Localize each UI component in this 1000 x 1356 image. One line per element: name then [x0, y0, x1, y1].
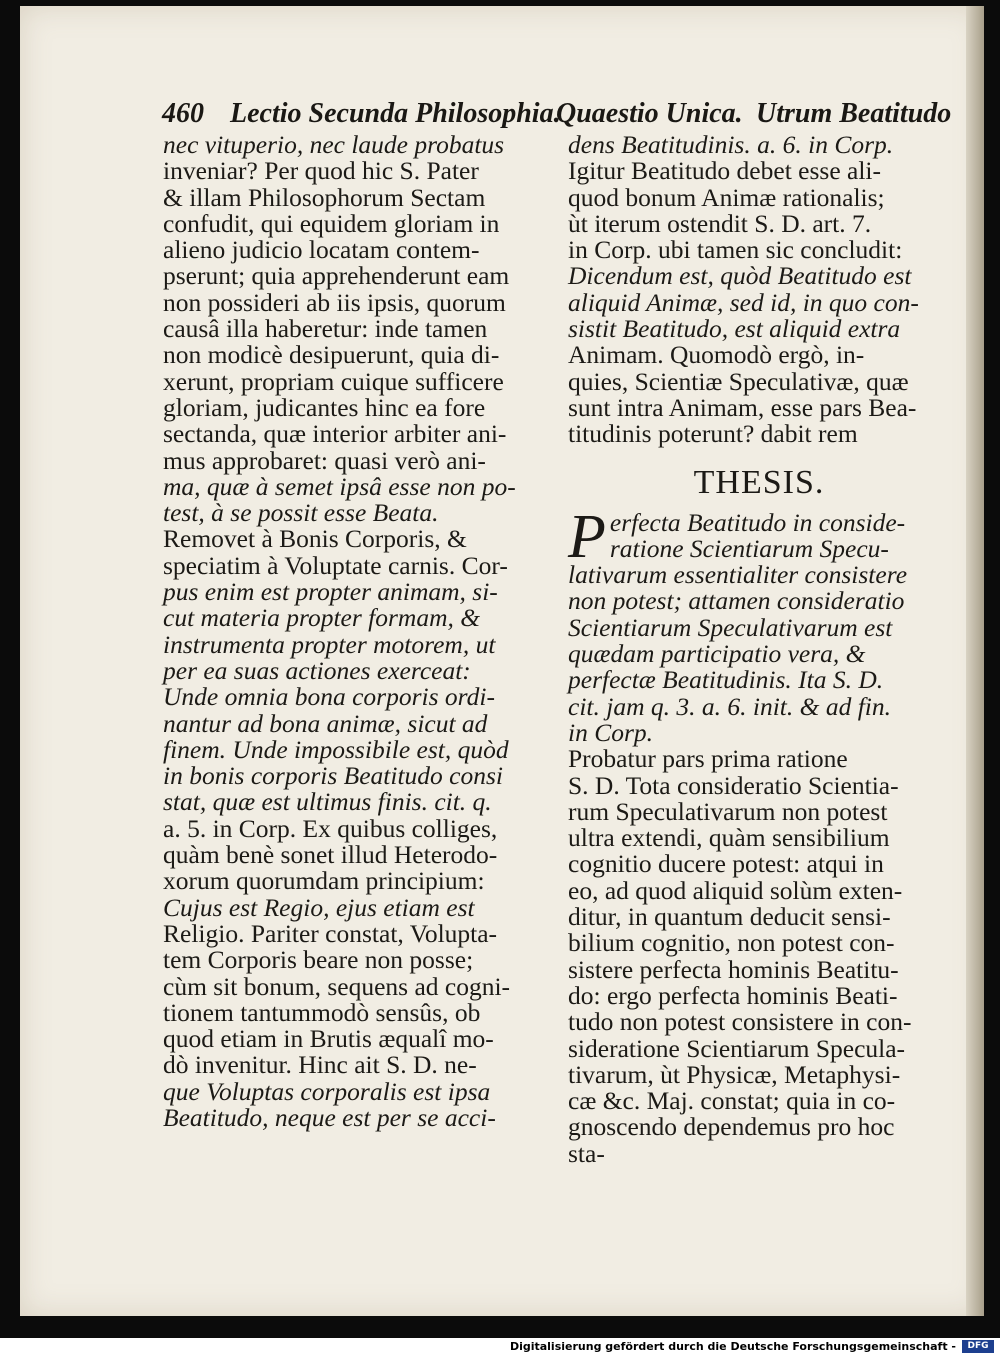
- page-edge: [966, 6, 984, 1316]
- text-line: ùt iterum ostendit S. D. art. 7.: [568, 208, 872, 238]
- text-line: quod etiam in Brutis æqualî mo-: [163, 1024, 494, 1054]
- text-line: erfecta Beatitudo in conside-: [609, 507, 906, 537]
- text-line: sunt intra Animam, esse pars Bea-: [568, 392, 917, 422]
- text-line: sta-: [568, 1138, 605, 1168]
- text-line: & illam Philosophorum Sectam: [163, 182, 486, 212]
- text-line: bilium cognitio, non potest con-: [568, 928, 895, 958]
- text-line: Removet à Bonis Corporis, &: [163, 524, 467, 554]
- text-line: tivarum, ùt Physicæ, Metaphysi-: [568, 1059, 901, 1089]
- text-line: tem Corporis beare non posse;: [163, 945, 474, 975]
- text-line: quies, Scientiæ Speculativæ, quæ: [568, 366, 909, 396]
- text-line: gloriam, judicantes hinc ea fore: [163, 392, 486, 422]
- text-line: Religio. Pariter constat, Volupta-: [163, 918, 498, 948]
- text-line: mus approbaret: quasi verò ani-: [163, 445, 486, 475]
- text-line: a. 5. in Corp. Ex quibus colliges,: [163, 813, 498, 843]
- text-line: non possideri ab iis ipsis, quorum: [163, 287, 506, 317]
- text-line: do: ergo perfecta hominis Beati-: [568, 980, 898, 1010]
- text-line: nantur ad bona animæ, sicut ad: [163, 708, 488, 738]
- footer-credit: Digitalisierung gefördert durch die Deutsche Forschungsgemeinschaft -: [509, 1340, 956, 1353]
- text-line: non potest; attamen consideratio: [568, 586, 905, 616]
- text-line: non modicè desipuerunt, quia di-: [163, 340, 500, 370]
- page-number: 460: [162, 98, 204, 129]
- text-line: Dicendum est, quòd Beatitudo est: [568, 261, 912, 291]
- text-line: aliquid Animæ, sed id, in quo con-: [568, 287, 919, 317]
- text-line: in bonis corporis Beatitudo consi: [163, 761, 503, 791]
- text-line: S. D. Tota consideratio Scientia-: [568, 770, 899, 800]
- text-line: inveniar? Per quod hic S. Pater: [163, 156, 479, 186]
- text-line: eo, ad quod aliquid solùm exten-: [568, 875, 903, 905]
- text-line: quàm benè sonet illud Heterodo-: [163, 840, 498, 870]
- text-line: ditur, in quantum deducit sensi-: [568, 902, 891, 932]
- text-line: titudinis poterunt? dabit rem: [568, 419, 858, 449]
- thesis-dropcap: P: [568, 502, 606, 571]
- text-line: Cujus est Regio, ejus etiam est: [163, 892, 475, 922]
- text-line: sistere perfecta hominis Beatitu-: [568, 954, 899, 984]
- text-line: rum Speculativarum non potest: [568, 796, 888, 826]
- text-line: finem. Unde impossibile est, quòd: [163, 734, 509, 764]
- text-line: sectanda, quæ interior arbiter ani-: [163, 419, 507, 449]
- text-line: cognitio ducere potest: atqui in: [568, 849, 884, 879]
- text-line: ma, quæ à semet ipsâ esse non po-: [163, 471, 516, 501]
- text-line: dens Beatitudinis. a. 6. in Corp.: [568, 130, 894, 159]
- right-column-top: [568, 132, 950, 448]
- text-line: dò invenitur. Hinc ait S. D. ne-: [163, 1050, 477, 1080]
- text-line: Unde omnia bona corporis ordi-: [163, 682, 495, 712]
- text-line: confudit, qui equidem gloriam in: [163, 208, 500, 238]
- right-column-bottom: [568, 746, 950, 1167]
- text-line: pus enim est propter animam, si-: [163, 577, 498, 607]
- thesis-block: [568, 502, 950, 747]
- text-line: alieno judicio locatam contem-: [163, 235, 480, 265]
- thesis-lines: [568, 502, 950, 747]
- text-line: lativarum essentialiter consistere: [568, 560, 908, 590]
- text-line: tudo non potest consistere in con-: [568, 1007, 912, 1037]
- text-line: Scientiarum Speculativarum est: [568, 612, 893, 642]
- right-column: [568, 132, 950, 1167]
- text-line: xorum quorumdam principium:: [163, 866, 485, 896]
- dfg-logo: DFG: [962, 1340, 994, 1353]
- left-column: [163, 132, 546, 1131]
- text-line: test, à se possit esse Beata.: [163, 498, 439, 528]
- text-line: quædam participatio vera, &: [568, 639, 866, 669]
- digitization-footer: [0, 1338, 1000, 1356]
- text-line: ultra extendi, quàm sensibilium: [568, 823, 890, 853]
- text-line: perfectæ Beatitudinis. Ita S. D.: [568, 665, 884, 695]
- text-line: pserunt; quia apprehenderunt eam: [163, 261, 510, 291]
- topic-title: Utrum Beatitudo: [756, 98, 952, 129]
- text-line: quod bonum Animæ rationalis;: [568, 182, 885, 212]
- text-line: Animam. Quomodò ergò, in-: [568, 340, 865, 370]
- text-line: Beatitudo, neque est per se acci-: [163, 1102, 496, 1132]
- text-line: que Voluptas corporalis est ipsa: [163, 1076, 491, 1106]
- text-line: in Corp.: [568, 717, 654, 747]
- text-line: Probatur pars prima ratione: [568, 744, 848, 774]
- text-line: cit. jam q. 3. a. 6. init. & ad fin.: [568, 691, 891, 721]
- text-line: sideratione Scientiarum Specula-: [568, 1033, 906, 1063]
- quaestio-title: Quaestio Unica.: [556, 98, 743, 129]
- text-line: cut materia propter formam, &: [163, 603, 481, 633]
- text-line: sistit Beatitudo, est aliquid extra: [568, 314, 901, 344]
- text-line: ratione Scientiarum Specu-: [609, 533, 889, 563]
- text-line: tionem tantummodò sensûs, ob: [163, 997, 481, 1027]
- text-line: cùm sit bonum, sequens ad cogni-: [163, 971, 511, 1001]
- running-title: Lectio Secunda Philosophia.: [230, 98, 561, 129]
- text-line: gnoscendo dependemus pro hoc: [568, 1112, 895, 1142]
- text-line: in Corp. ubi tamen sic concludit:: [568, 235, 903, 265]
- text-line: Igitur Beatitudo debet esse ali-: [568, 156, 881, 186]
- text-line: stat, quæ est ultimus finis. cit. q.: [163, 787, 492, 817]
- text-line: speciatim à Voluptate carnis. Cor-: [163, 550, 508, 580]
- text-line: per ea suas actiones exerceat:: [163, 655, 471, 685]
- text-line: cæ &c. Maj. constat; quia in co-: [568, 1086, 896, 1116]
- thesis-title: THESIS.: [693, 463, 825, 501]
- text-line: xerunt, propriam cuique sufficere: [163, 366, 504, 396]
- text-line: causâ illa haberetur: inde tamen: [163, 314, 488, 344]
- text-line: nec vituperio, nec laude probatus: [163, 130, 505, 159]
- book-page: [20, 6, 984, 1316]
- text-line: instrumenta propter motorem, ut: [163, 629, 496, 659]
